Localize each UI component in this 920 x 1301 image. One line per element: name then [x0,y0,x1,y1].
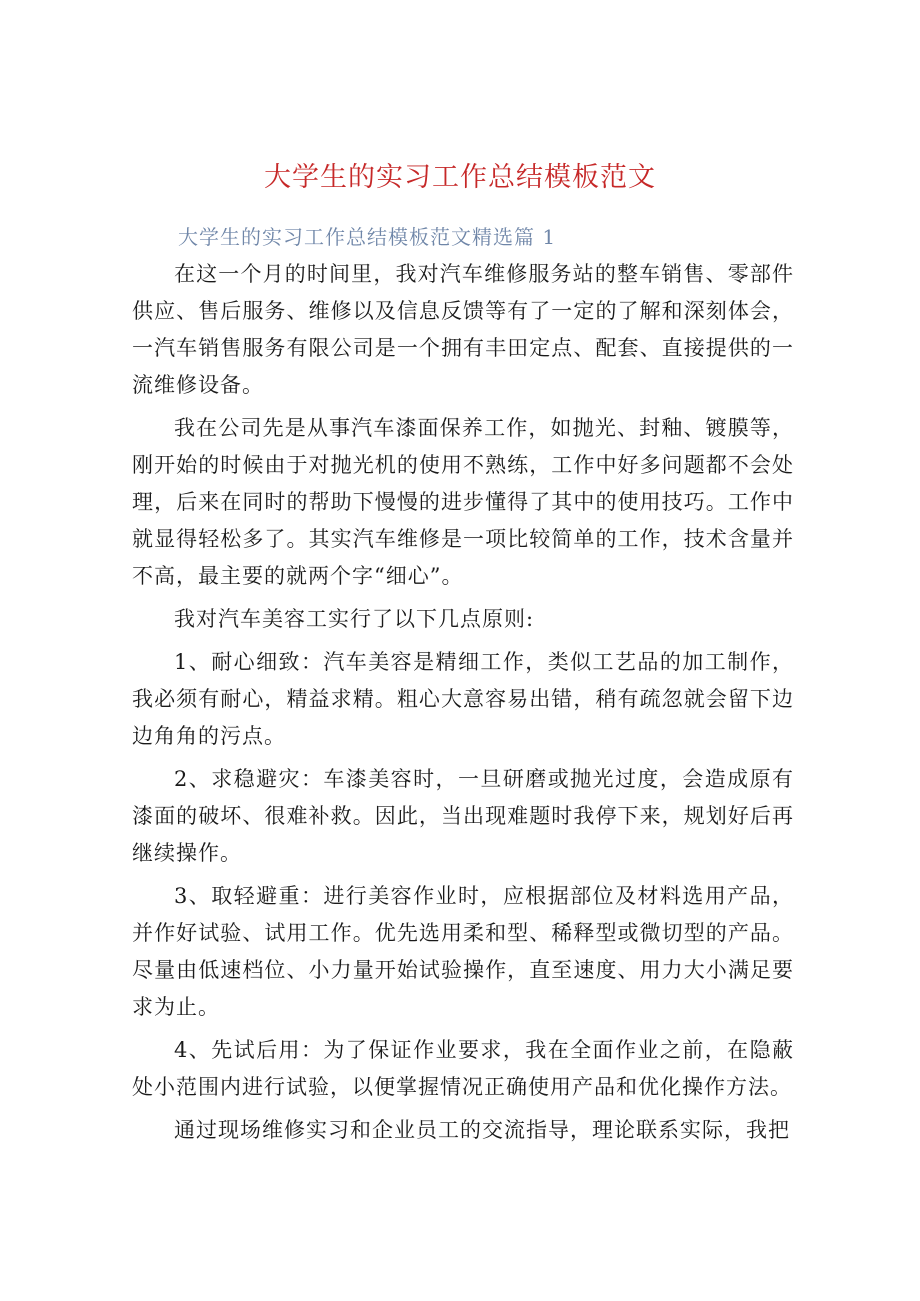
paragraph-conclusion: 通过现场维修实习和企业员工的交流指导，理论联系实际，我把 [174,1118,790,1142]
paragraph-work-experience: 我在公司先是从事汽车漆面保养工作，如抛光、封釉、镀膜等，刚开始的时候由于对抛光机的使用不熟练，工作中好多问题都不会处理，后来在同时的帮助下慢慢的进步懂得了其中的使用技巧。工作中就显得轻松多了。其实汽车维修是一项比较简单的工作，技术含量并不高，最主要的就两个字“细心”。 [132,416,794,588]
paragraph-principles-intro: 我对汽车美容工实行了以下几点原则: [174,607,535,631]
paragraph-principle-3: 3、取轻避重：进行美容作业时，应根据部位及材料选用产品，并作好试验、试用工作。优先选用柔和型、稀释型或微切型的产品。尽量由低速档位、小力量开始试验操作，直至速度、用力大小满足要求为止。 [132,884,794,1019]
document-title: 大学生的实习工作总结模板范文 [264,162,656,193]
document-body [132,256,794,1155]
section-heading: 大学生的实习工作总结模板范文精选篇 1 [178,225,557,249]
paragraph-principle-2: 2、求稳避灾：车漆美容时，一旦研磨或抛光过度，会造成原有漆面的破坏、很难补救。因此，当出现难题时我停下来，规划好后再继续操作。 [132,767,794,865]
paragraph-principle-1: 1、耐心细致：汽车美容是精细工作，类似工艺品的加工制作，我必须有耐心，精益求精。粗心大意容易出错，稍有疏忽就会留下边边角角的污点。 [132,650,794,748]
paragraph-principle-4: 4、先试后用：为了保证作业要求，我在全面作业之前，在隐蔽处小范围内进行试验，以便掌握情况正确使用产品和优化操作方法。 [132,1038,794,1099]
paragraph-intro: 在这一个月的时间里，我对汽车维修服务站的整车销售、零部件供应、售后服务、维修以及信息反馈等有了一定的了解和深刻体会，一汽车销售服务有限公司是一个拥有丰田定点、配套、直接提供的一流维修设备。 [132,262,794,397]
